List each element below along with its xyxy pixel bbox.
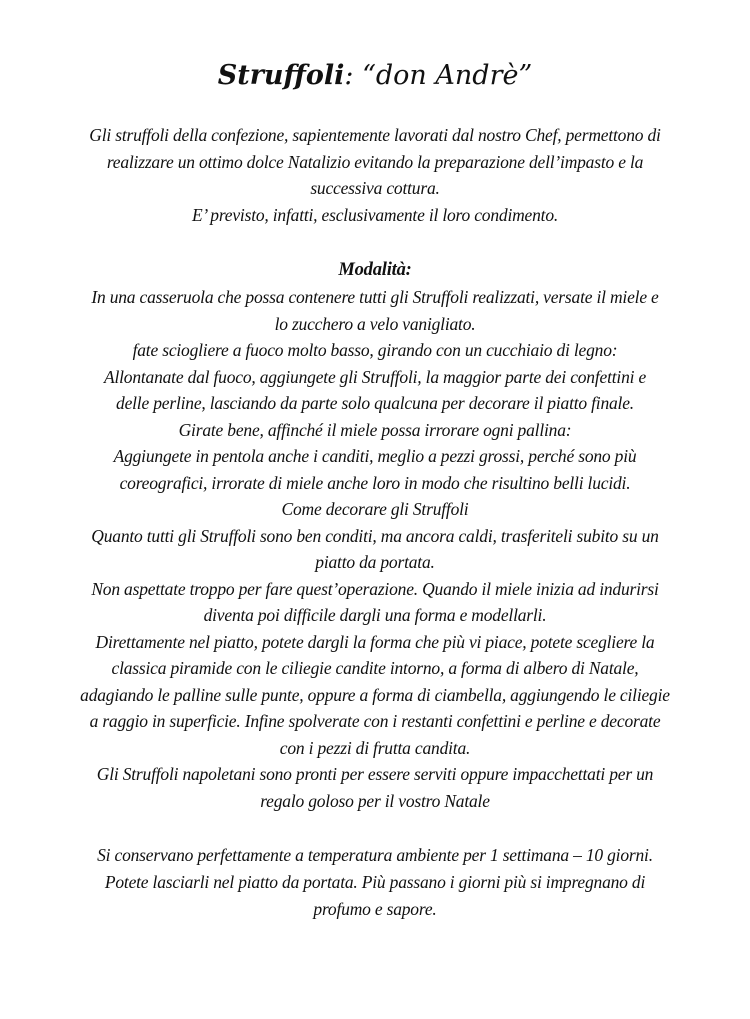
method-heading: Modalità: xyxy=(338,260,412,280)
page-title xyxy=(0,56,750,96)
method-line: fate sciogliere a fuoco molto basso, girando con un cucchiaio di legno: xyxy=(132,340,618,360)
method-line: Come decorare gli Struffoli xyxy=(281,499,469,519)
intro-line: successiva cottura. xyxy=(310,178,440,198)
storage-line: Si conservano perfettamente a temperatura ambiente per 1 settimana – 10 giorni. xyxy=(97,845,653,865)
storage-line: Potete lasciarli nel piatto da portata. Più passano i giorni più si impregnano di xyxy=(104,872,646,892)
method-line: Allontanate dal fuoco, aggiungete gli Struffoli, la maggior parte dei confettini e xyxy=(103,366,647,387)
method-line: Aggiungete in pentola anche i canditi, meglio a pezzi grossi, perché sono più xyxy=(113,446,637,466)
method-line: piatto da portata. xyxy=(315,552,435,572)
storage-paragraph xyxy=(30,842,720,923)
storage-line: profumo e sapore. xyxy=(313,899,437,919)
method-line: In una casseruola che possa contenere tutti gli Struffoli realizzati, versate il miele e xyxy=(91,287,659,307)
intro-line: Gli struffoli della confezione, sapientemente lavorati dal nostro Chef, permettono di xyxy=(89,125,661,145)
method-line: adagiando le palline sulle punte, oppure a forma di ciambella, aggiungendo le ciliegie xyxy=(80,684,670,705)
intro-line: realizzare un ottimo dolce Natalizio evitando la preparazione dell’impasto e la xyxy=(106,151,644,172)
method-line: lo zucchero a velo vanigliato. xyxy=(274,313,476,334)
title-separator: : xyxy=(344,60,363,91)
method-line: con i pezzi di frutta candita. xyxy=(279,737,471,758)
method-section xyxy=(30,256,720,814)
intro-line: E’ previsto, infatti, esclusivamente il loro condimento. xyxy=(191,204,559,225)
method-line: delle perline, lasciando da parte solo qualcuna per decorare il piatto finale. xyxy=(116,393,634,413)
method-line: Direttamente nel piatto, potete dargli la forma che più vi piace, potete scegliere la xyxy=(95,631,655,652)
method-line: diventa poi difficile dargli una forma e modellarli. xyxy=(203,605,547,625)
method-line: a raggio in superficie. Infine spolverate con i restanti confettini e perline e decorate xyxy=(89,711,661,731)
title-name: Struffoli xyxy=(217,60,345,91)
method-line: regalo goloso per il vostro Natale xyxy=(260,790,490,811)
method-line: Girate bene, affinché il miele possa irrorare ogni pallina: xyxy=(178,419,572,440)
method-line: classica piramide con le ciliegie candite intorno, a forma di albero di Natale, xyxy=(111,658,639,678)
method-line: Quanto tutti gli Struffoli sono ben conditi, ma ancora caldi, trasferiteli subito su un xyxy=(91,525,659,546)
title-subtitle: “don Andrè” xyxy=(362,60,533,91)
intro-paragraph xyxy=(30,122,720,228)
method-line: coreografici, irrorate di miele anche loro in modo che risultino belli lucidi. xyxy=(119,472,631,493)
method-line: Non aspettate troppo per fare quest’operazione. Quando il miele inizia ad indurirsi xyxy=(91,578,659,599)
method-line: Gli Struffoli napoletani sono pronti per essere serviti oppure impacchettati per un xyxy=(96,764,654,784)
